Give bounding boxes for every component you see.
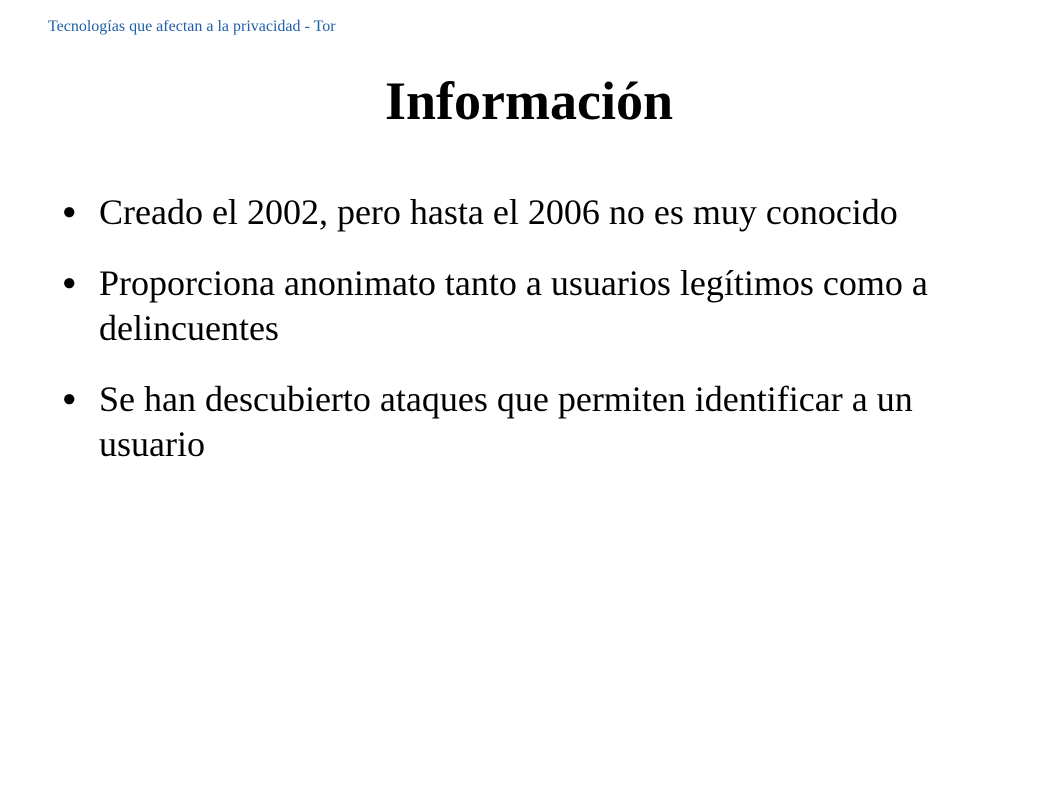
bullet-text: Creado el 2002, pero hasta el 2006 no es muy conocido — [99, 192, 898, 232]
bullet-dot-icon: ● — [62, 386, 77, 412]
bullet-text: Proporciona anonimato tanto a usuarios legítimos como a delincuentes — [99, 263, 928, 348]
bullet-dot-icon: ● — [62, 270, 77, 296]
bullet-text: Se han descubierto ataques que permiten identificar a un usuario — [99, 379, 913, 464]
slide-header: Tecnologías que afectan a la privacidad - Tor — [48, 18, 336, 35]
slide-title: Información — [385, 71, 673, 131]
bullet-list — [62, 190, 1002, 493]
bullet-item — [62, 377, 1002, 467]
bullet-dot-icon: ● — [62, 199, 77, 225]
bullet-item — [62, 190, 1002, 235]
bullet-item — [62, 261, 1002, 351]
